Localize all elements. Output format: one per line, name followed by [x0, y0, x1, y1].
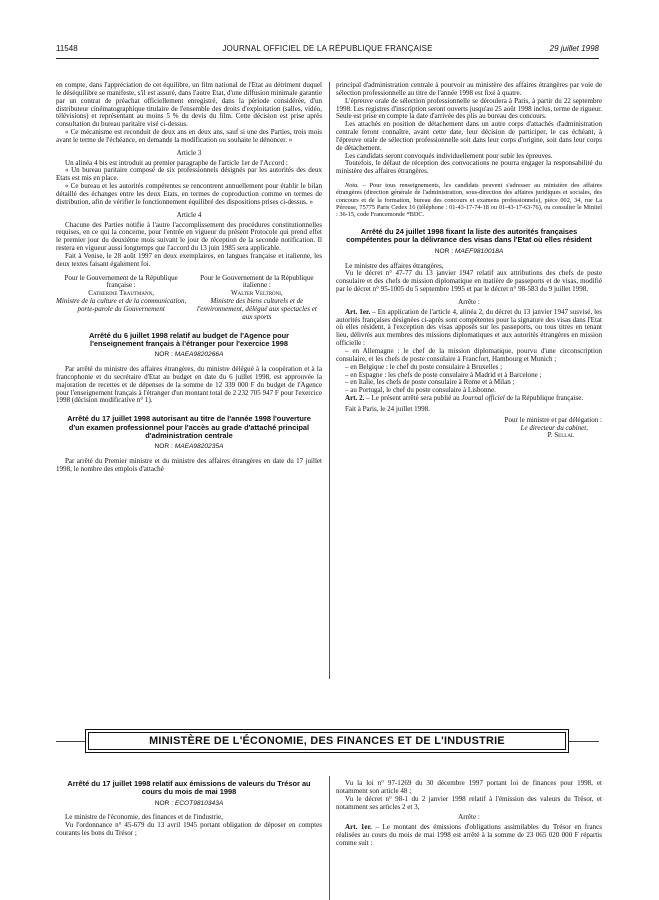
arrete-heading: Arrête : [458, 813, 480, 822]
column-bottom-left [56, 780, 322, 838]
nor-label: NOR : [154, 799, 174, 807]
article-1 [336, 824, 602, 848]
nor-label: NOR : [154, 351, 173, 359]
list-item: – en Italie, les chefs de poste consulaire à Rome et à Milan ; [345, 378, 515, 387]
paragraph: Par arrêté du Premier ministre et du ministre des affaires étrangères en date du 17 juillet 1998, le nombre des emplois d'attaché [56, 457, 322, 473]
list-item: – en Allemagne : le chef de la mission diplomatique, pourvu d'une circonscription consulaire, et les chefs de poste consulaire à Francfort, Hambourg et Munich ; [336, 347, 602, 363]
note-text: – Pour tous renseignements, les candidats peuvent s'adresser au ministère des affaires étrangères (direction générale de l'administration, sous-direction des affaires juridiques et sociales, des concours et de la formation, bureau des concours et examens professionnels), pièce 002, 34, rue La Pérouse, 75775 Paris Cedex 16 (téléphone : 01-43-17-74-18 ou 01-43-17-63-76), ou consulter le Minitel : 36-15, code Francemonde *BDC. [336, 182, 602, 218]
column-left [56, 82, 322, 474]
column-divider [329, 776, 330, 900]
paragraph: Le ministre de l'économie, des finances et de l'industrie, [65, 813, 223, 822]
note-label: Nota. [345, 182, 359, 190]
signatory-title: Ministre de la culture et de la communication, porte-parole du Gouvernement [56, 297, 187, 313]
ministry-banner [85, 729, 569, 753]
decree-title: Arrêté du 24 juillet 1998 fixant la liste des autorités françaises compétentes pour la délivrance des visas dans l'Etat où elles résident [346, 227, 592, 245]
signature-line: Pour le Gouvernement de la République française : [64, 273, 178, 290]
paragraph: « Ce bureau et les autorités compétentes se rencontrent annuellement pour établir le bilan détaillé des échanges entre les deux Etats, en termes de coproduction comme en termes de distribution, afin de vérifier le fonctionnement équilibré des dispositions prises ci-dessus. » [56, 182, 322, 206]
ministry-title: MINISTÈRE DE L'ÉCONOMIE, DES FINANCES ET DE L'INDUSTRIE [88, 732, 566, 750]
signature-line: Pour le Gouvernement de la République italienne : [200, 273, 314, 290]
paragraph: en compte, dans l'appréciation de cet équilibre, un film national de l'Etat au détriment duquel le déséquilibre se manifeste, s'il est assuré, dans l'autre Etat, d'une diffusion minimale garantie par un contrat de préachat officiellement enregistré, dans la période considérée, d'un distributeur cinématographique titulaire de l'ensemble des droits d'exploitation (salles, vidéo, télévisions) et représentant au moins 5 % du devis du film. Cette décision est prise après consultation du bureau paritaire visé ci-dessus. [56, 81, 322, 129]
list-item: – au Portugal, le chef du poste consulaire à Lisbonne. [345, 386, 496, 395]
paragraph: Vu le décret n° 47-77 du 13 janvier 1947 relatif aux attributions des chefs de poste consulaire et des chefs de mission diplomatique en matière de passeports et de visas, modifié par le décret n° 95-1005 du 5 septembre 1995 et par le décret n° 98-583 du 9 juillet 1998, [336, 269, 602, 294]
article-heading: Article 3 [176, 148, 202, 157]
signature-line: Pour le ministre et par délégation : [504, 415, 602, 424]
article-text: – Le présent arrêté sera publié au [364, 394, 462, 403]
nor-code: MAEA9820266A [174, 351, 224, 359]
paragraph: Toutefois, le défaut de réception des convocations ne pourra engager la responsabilité du ministère des affaires étrangères. [336, 159, 602, 176]
paragraph: Vu la loi n° 97-1269 du 30 décembre 1997 portant loi de finances pour 1998, et notamment son article 48 ; [336, 779, 602, 795]
nor-reference [336, 248, 602, 256]
article-text: – En application de l'article 4, alinéa 2, du décret du 13 janvier 1947 susvisé, les autorités françaises désignées ci-après sont compétentes pour la signature des visas dans l'Etat où elles résident, à l'exception des visas apposés sur les passeports, ou tous titres en tenant lieu, délivrés aux membres des missions diplomatiques et aux autorités étrangères en mission officielle : [336, 307, 603, 348]
paragraph: Les attachés en position de détachement dans un autre corps d'attachés d'administration centrale feront connaître, avant cette date, leur décision de participer, le cas échéant, à l'épreuve orale de sélection professionnelle soit dans leur corps d'origine, soit dans leur corps de détachement. [336, 120, 602, 152]
paragraph: Par arrêté du ministre des affaires étrangères, du ministre délégué à la coopération et à la francophonie et du secrétaire d'Etat au budget en date du 6 juillet 1998, est approuvée la majoration de recettes et de dépenses de la somme de 12 339 000 F du budget de l'Agence pour l'enseignement français à l'étranger d'un montant total de 2 232 705 947 F pour l'exercice 1998 (décision modificative n° 1). [56, 365, 322, 405]
paragraph: Chacune des Parties notifie à l'autre l'accomplissement des procédures constitutionnelles requises, en ce qui la concerne, pour l'entrée en vigueur du présent Protocole qui prend effet le premier jour du deuxième mois suivant le jour de réception de la seconde notification. Il restera en vigueur aussi longtemps que l'accord du 13 juin 1985 sera applicable. [56, 220, 322, 253]
nor-reference [56, 351, 322, 359]
nor-reference [56, 800, 322, 808]
nor-reference [56, 443, 322, 451]
banner-rule-right [569, 741, 599, 742]
article-label: Art. 1er. [345, 307, 371, 316]
article-label: Art. 1er. [345, 823, 372, 832]
signatures [56, 275, 322, 322]
paragraph: Un alinéa 4 bis est introduit au premier paragraphe de l'article 1er de l'Accord : [65, 158, 288, 167]
paragraph: « Un bureau paritaire composé de six professionnels désignés par les autorités des deux Etats est mis en place. [56, 166, 322, 183]
article-heading: Article 4 [176, 210, 202, 219]
signatory-name: Walter Veltroni, [230, 289, 283, 298]
nor-code: MAEF9810018A [454, 247, 504, 255]
list-item: – en Belgique : le chef du poste consulaire à Bruxelles ; [345, 362, 503, 371]
column-divider [329, 82, 330, 679]
signatory-name: Catherine Trautmann, [88, 289, 155, 298]
signatory-title: Ministre des biens culturels et de l'environnement, délégué aux spectacles et aux sports [196, 297, 317, 321]
page-number: 11548 [56, 44, 78, 53]
column-right [336, 82, 602, 440]
paragraph: Fait à Paris, le 24 juillet 1998. [345, 404, 430, 413]
decree-title: Arrêté du 17 juillet 1998 autorisant au titre de l'année 1998 l'ouverture d'un examen professionnel pour l'accès au grade d'attaché principal d'administration centrale [67, 414, 311, 440]
paragraph: Les candidats seront convoqués individuellement pour subir les épreuves. [345, 151, 553, 160]
decree-title: Arrêté du 6 juillet 1998 relatif au budget de l'Agence pour l'enseignement français à l'étranger pour l'exercice 1998 [88, 330, 290, 348]
nor-label: NOR : [154, 443, 173, 451]
paragraph: Vu l'ordonnance n° 45-679 du 13 avril 1945 portant obligation de déposer en comptes courants les bons du Trésor ; [56, 821, 322, 838]
article-label: Art. 2. [345, 394, 365, 403]
paragraph: « Ce mécanisme est reconduit de deux ans en deux ans, sauf si une des Parties, trois mois avant le terme de l'échéance, en demande la modification ou souhaite le dénoncer. » [56, 128, 322, 144]
arrete-heading: Arrête : [458, 297, 480, 306]
signatory-name: P. Sellal [547, 431, 574, 440]
article-text: de la République française. [504, 394, 584, 403]
header-rule [56, 58, 599, 59]
page-header [56, 44, 599, 56]
nor-code: ECOT9810343A [174, 799, 224, 807]
nor-code: MAEA9820235A [174, 443, 224, 451]
signature-france [56, 275, 186, 322]
article-text: – Le montant des émissions d'obligations assimilables du Trésor en francs réalisées au cours du mois de mai 1998 est arrêté à la somme de 23 065 020 000 F répartis comme suit : [336, 823, 603, 847]
issue-date: 29 juillet 1998 [549, 44, 599, 53]
column-bottom-right [336, 780, 602, 848]
paragraph: Le ministre des affaires étrangères, [345, 261, 444, 270]
article-2 [336, 395, 602, 403]
paragraph: principal d'administration centrale à pourvoir au ministère des affaires étrangères par voie de sélection professionnelle au titre de l'année 1998 est fixé à quatre. [336, 81, 602, 97]
paragraph: Vu le décret n° 98-1 du 2 janvier 1998 relatif à l'émission des valeurs du Trésor, et notamment ses articles 2 et 3, [336, 794, 602, 811]
paragraph: L'épreuve orale de sélection professionnelle se déroulera à Paris, à partir du 22 septembre 1998. Les registres d'inscription seront ouverts jusqu'au 25 août 1998 inclus, terme de rigueur. Seule est prise en compte la date d'arrivée des plis au bureau des concours. [336, 96, 602, 121]
article-1 [336, 309, 602, 348]
nor-label: NOR : [434, 247, 454, 255]
banner-rule-left [56, 741, 85, 742]
note [336, 182, 602, 218]
paragraph: Fait à Venise, le 28 août 1997 en deux exemplaires, en langues française et italienne, les deux textes faisant également foi. [56, 251, 322, 268]
signatory-role: Le directeur du cabinet, [520, 423, 588, 432]
journal-title: JOURNAL OFFICIEL DE LA RÉPUBLIQUE FRANÇAISE [222, 44, 433, 53]
journal-name: Journal officiel [461, 394, 505, 403]
decree-title: Arrêté du 17 juillet 1998 relatif aux émissions de valeurs du Trésor au cours du mois de mai 1998 [67, 779, 311, 797]
list-item: – en Espagne : les chefs de poste consulaire à Madrid et à Barcelone ; [345, 370, 542, 379]
signature-italy [192, 275, 322, 322]
